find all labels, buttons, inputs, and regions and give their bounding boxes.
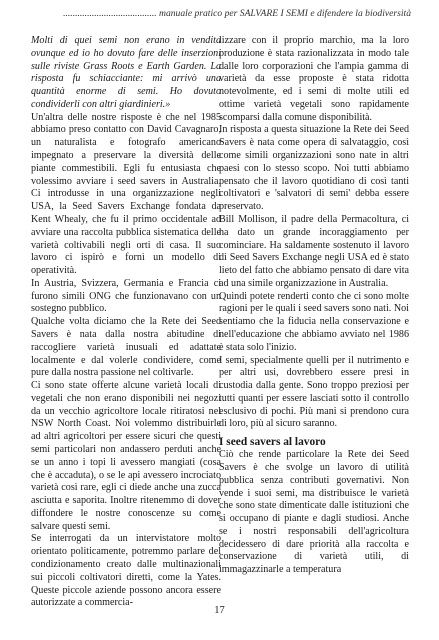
body-paragraph: Bill Mollison, il padre della Permacoltura, ci ha dato un grande incoraggiamento per cominciare. Ha saldamente sostenuto il lavoro di Seed Savers Exchange negli USA ed è stato lieto del fatto che abbiamo pensato di dare vita ad una simile organizzazione in Australia.: [219, 213, 409, 289]
body-paragraph: In Austria, Svizzera, Germania e Francia ci furono simili ONG che funzionavano con un sostegno pubblico.: [31, 277, 221, 315]
body-paragraph: I semi, specialmente quelli per il nutrimento e per altri usi, dovrebbero essere presi in custodia dalla gente. Sono troppo preziosi per tutti quanti per essere lasciati sotto il controllo esclusivo di pochi. Più mani si prendono cura di loro, più al sicuro saranno.: [219, 354, 409, 430]
body-paragraph: Un'altra delle nostre risposte è che nel 1985 abbiamo preso contatto con David Cavagnaro, un naturalista e fotografo americano impegnato a preservare la diversità delle piante commestibili. Egli fu entusiasta che volessimo avviare i seed savers in Australia. Ci introdusse in una organizzazione negli USA, la Seed Savers Exchange fondata da Kent Whealy, che fu il primo occidentale ad avviare una raccolta pubblica sistematica delle varietà coltivabili negli orti di casa. Il suo lavoro ci ispirò e fornì un modello di operatività.: [31, 111, 221, 277]
left-column: [31, 35, 221, 610]
body-paragraph: lizzare con il proprio marchio, ma la loro produzione è stata razionalizzata in modo tale dalle loro corporazioni che l'ampia gamma di varietà da esse proposte è stata ridotta notevolmente, ed i semi di molte utili ed ottime varietà vegetali sono rapidamente scomparsi dalla comune disponibilità.: [219, 35, 409, 123]
running-header: ....................................... manuale pratico per SALVARE I SEMI e difendere la biodiversità: [63, 8, 411, 19]
body-paragraph: Qualche volta diciamo che la Rete dei Seed Savers è nata dalla nostra abitudine di raccogliere varietà inusuali ed adattate localmente e dal volerle condividere, come pure dalla nostra passione nel coltivarle.: [31, 316, 221, 379]
italic-quote-paragraph: Molti di quei semi non erano in vendita ovunque ed io ho dovuto fare delle inserzioni sulle riviste Grass Roots e Earth Garden. La risposta fu schiacciante: mi arrivò una quantità enorme di semi. Ho dovuto condividerli con altri giardinieri.»: [31, 35, 221, 110]
body-paragraph: In risposta a questa situazione la Rete dei Seed Savers è nata come opera di salvataggio, così come simili organizzazioni sono nate in altri paesi con lo stesso scopo. Noi tutti abbiamo pensato che il lavoro quotidiano di così tanti coltivatori e 'salvatori di semi' debba essere preservato.: [219, 124, 409, 213]
body-paragraph: Quindi potete renderti conto che ci sono molte ragioni per le quali i seed savers sono nati. Noi sentiamo che la fiducia nella conservazione e nell'educazione che abbiamo avviato nel 1986 è stata solo l'inizio.: [219, 290, 409, 353]
right-column: [219, 35, 409, 577]
body-paragraph: Ci sono state offerte alcune varietà locali di vegetali che non erano disponibili nei negozi da un vecchio agricoltore locale ritiratosi nel NSW North Coast. Noi volemmo distribuirle ad altri agricoltori per essere sicuri che questi semi particolari non andassero perduti anche se un anno i topi li avessero mangiati (cosa che è accaduta), o se le api avessero incrociato varietà così rare, egli ci diede anche una zucca asciutta e saporita. Inoltre ritenemmo di dover diffondere le nostre conoscenze su come salvare questi semi.: [31, 380, 221, 532]
page-number: 17: [214, 605, 225, 616]
body-paragraph: Ciò che rende particolare la Rete dei Seed Savers è che svolge un lavoro di utilità pubblica senza contributi governativi. Non vende i suoi semi, ma distribuisce le varietà che sono state dimenticate dalle istituzioni che si occupano di piante e dagli studiosi. Anche se i nostri responsabili dell'agricoltura decidessero di dare priorità alla raccolta e conservazione di varietà utili, di immagazzinarle a temperatura: [219, 449, 409, 576]
body-paragraph: Se interrogati da un intervistatore molto orientato politicamente, potremmo parlare del condizionamento creato dalle multinazionali sui piccoli coltivatori diretti, come la Yates. Queste piccole aziende possono ancora essere autorizzate a commercia-: [31, 533, 221, 609]
section-heading: I seed savers al lavoro: [219, 436, 326, 449]
